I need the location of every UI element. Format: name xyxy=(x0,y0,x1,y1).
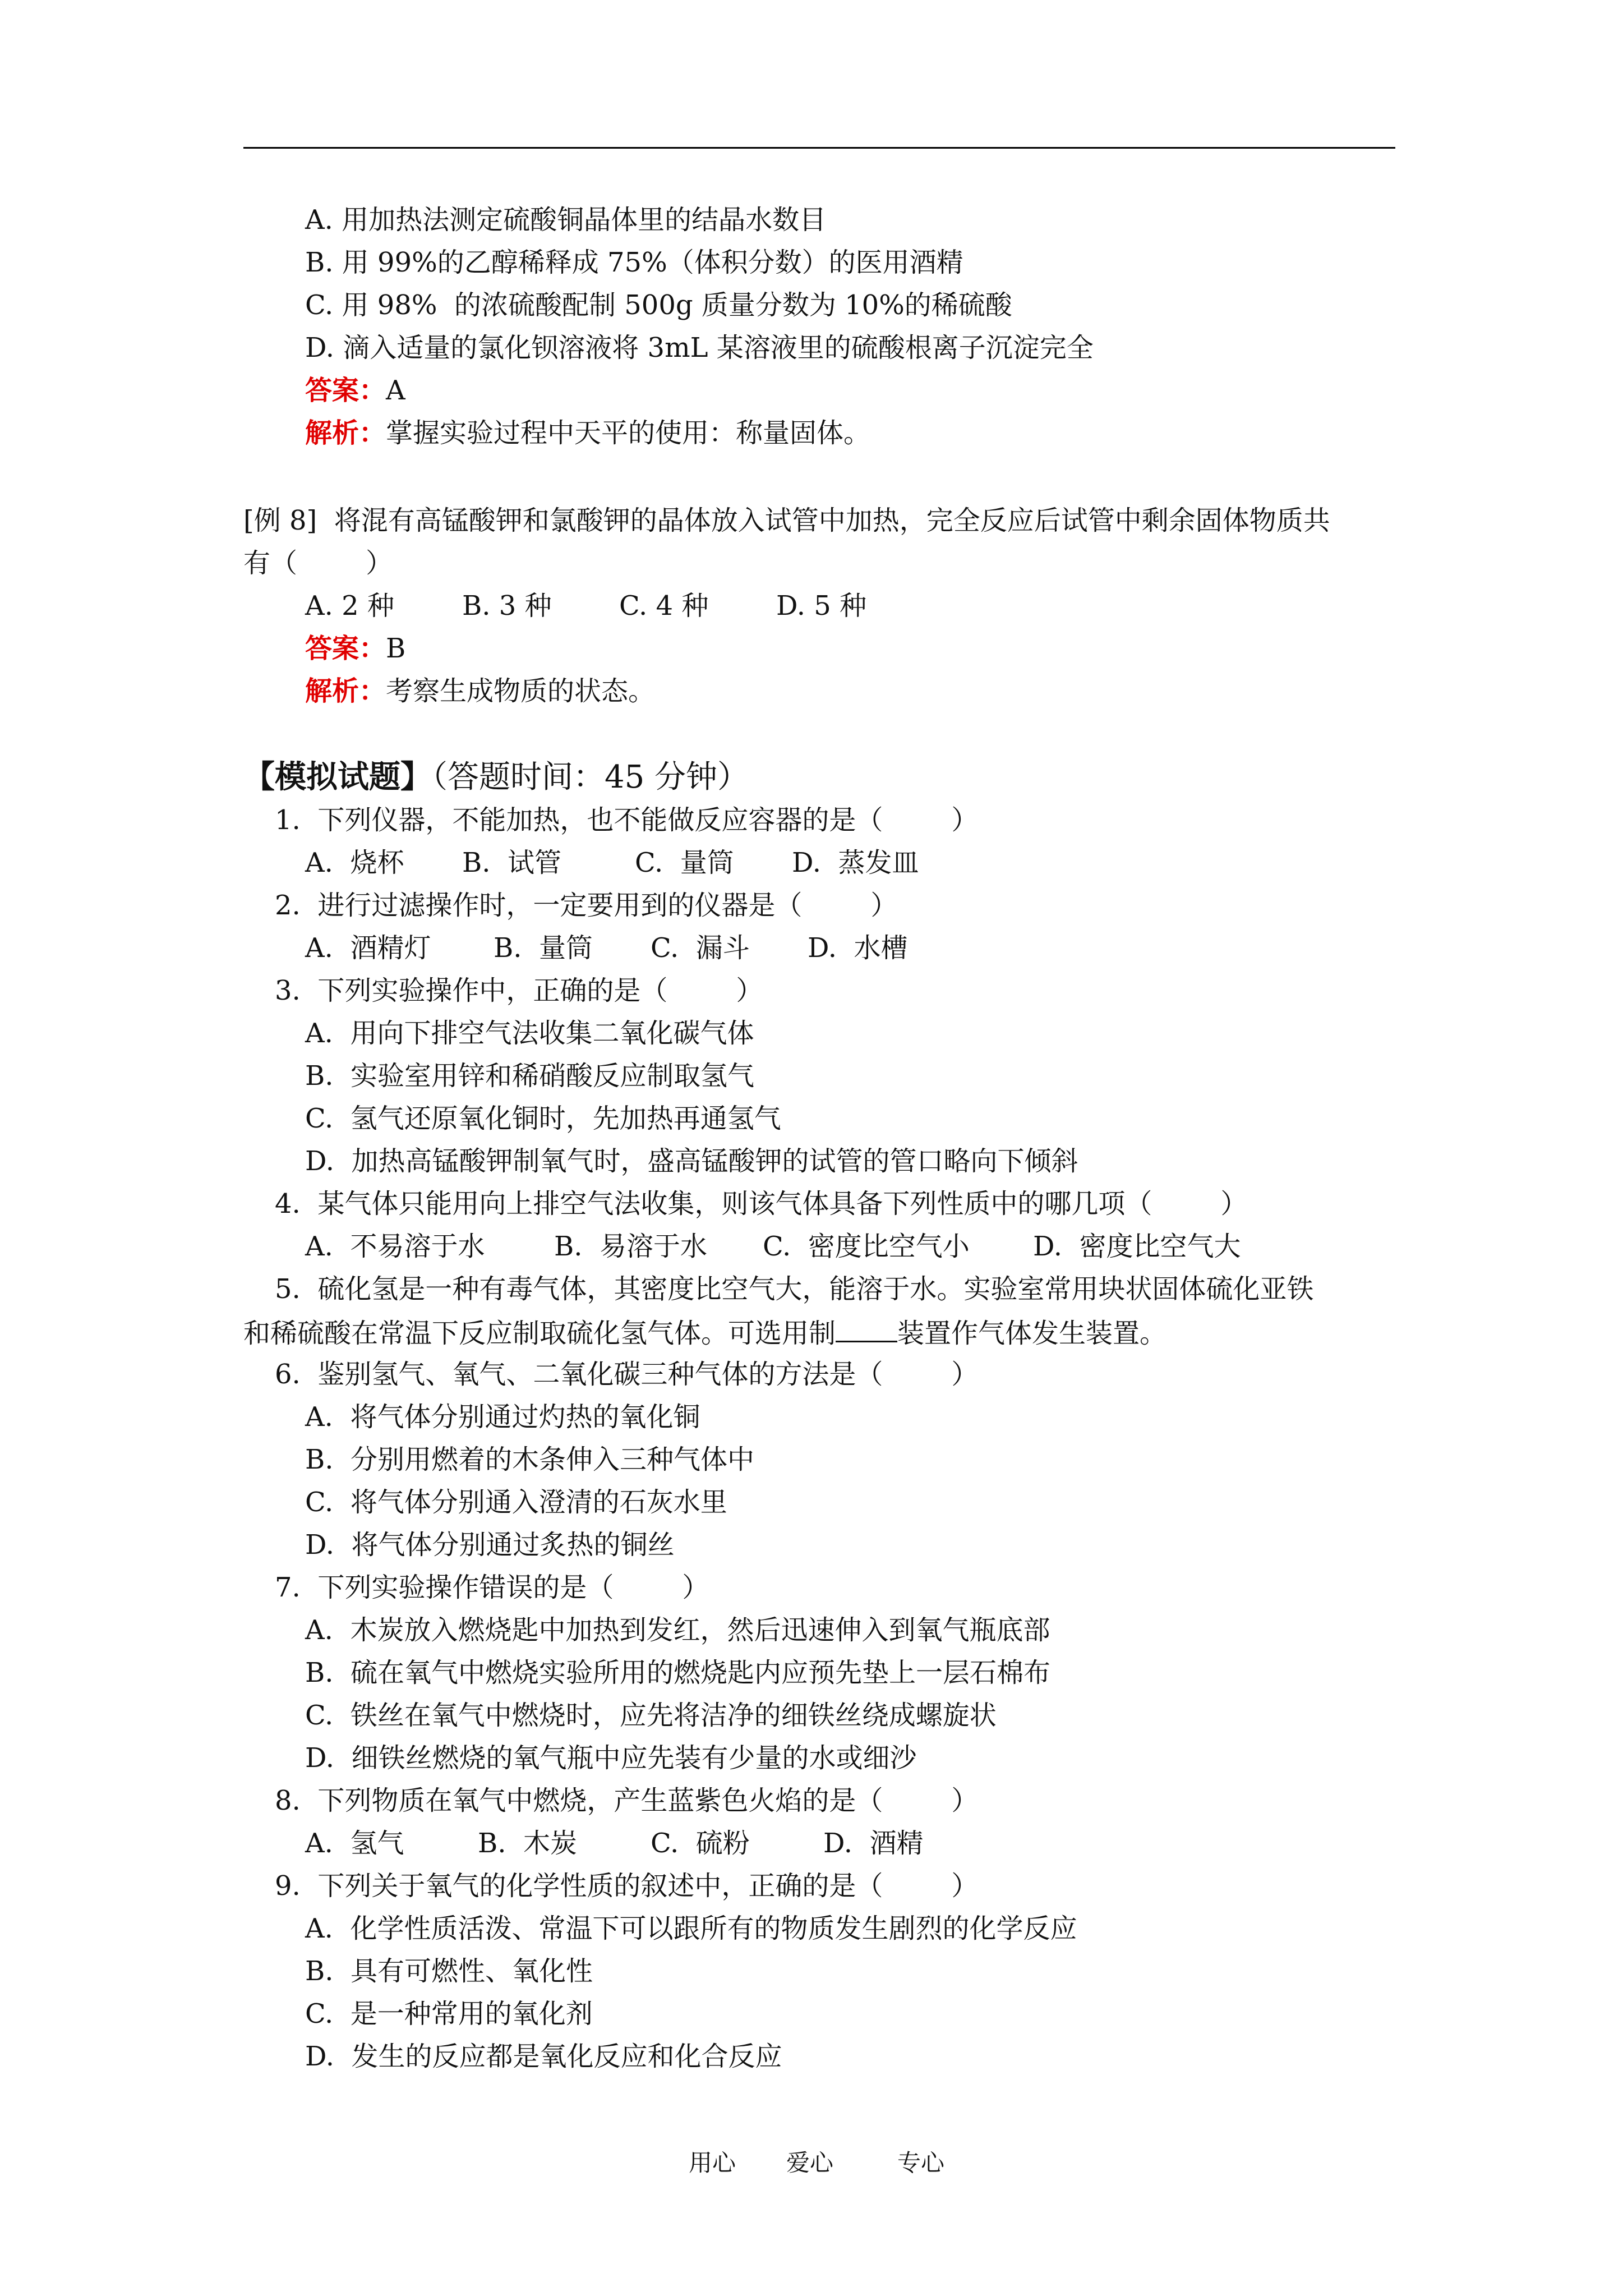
q6-option-a: A. 将气体分别通过灼热的氧化铜 xyxy=(305,1401,700,1433)
q7-stem: 7. 下列实验操作错误的是（ ） xyxy=(275,1572,709,1603)
q4-option-c: C. 密度比空气小 xyxy=(763,1231,970,1262)
q5-stem-line1: 5. 硫化氢是一种有毒气体，其密度比空气大，能溶于水。实验室常用块状固体硫化亚铁 xyxy=(275,1273,1314,1305)
q4-option-a: A. 不易溶于水 xyxy=(305,1231,485,1262)
q7-option-a: A. 木炭放入燃烧匙中加热到发红，然后迅速伸入到氧气瓶底部 xyxy=(305,1614,1050,1646)
answer-value: A xyxy=(386,375,405,406)
example8-option-b: B. 3 种 xyxy=(462,590,552,622)
example8-stem-line1: [例 8] 将混有高锰酸钾和氯酸钾的晶体放入试管中加热，完全反应后试管中剩余固体物质共 xyxy=(243,505,1330,536)
answer-label: 答案： xyxy=(305,633,386,664)
q4-stem: 4. 某气体只能用向上排空气法收集，则该气体具备下列性质中的哪几项（ ） xyxy=(275,1188,1248,1220)
q3-option-d: D. 加热高锰酸钾制氧气时，盛高锰酸钾的试管的管口略向下倾斜 xyxy=(305,1145,1078,1177)
q2-option-a: A. 酒精灯 xyxy=(305,932,431,964)
prev-option-a: A. 用加热法测定硫酸铜晶体里的结晶水数目 xyxy=(305,204,827,236)
q1-option-b: B. 试管 xyxy=(462,847,562,878)
q1-option-c: C. 量筒 xyxy=(635,847,734,878)
q9-stem: 9. 下列关于氧气的化学性质的叙述中，正确的是（ ） xyxy=(275,1870,979,1902)
example8-option-c: C. 4 种 xyxy=(619,590,709,622)
prev-option-b: B. 用 99%的乙醇稀释成 75%（体积分数）的医用酒精 xyxy=(305,247,963,278)
prev-answer xyxy=(305,374,405,407)
example8-stem-line2: 有（ ） xyxy=(243,547,393,579)
q4-option-d: D. 密度比空气大 xyxy=(1033,1231,1241,1262)
q7-option-b: B. 硫在氧气中燃烧实验所用的燃烧匙内应预先垫上一层石棉布 xyxy=(305,1657,1051,1688)
q4-option-b: B. 易溶于水 xyxy=(554,1231,708,1262)
analysis-text: 掌握实验过程中天平的使用：称量固体。 xyxy=(386,417,871,449)
analysis-label: 解析： xyxy=(305,417,386,449)
prev-option-c: C. 用 98% 的浓硫酸配制 500g 质量分数为 10%的稀硫酸 xyxy=(305,289,1012,321)
q1-option-a: A. 烧杯 xyxy=(305,847,404,878)
q9-option-a: A. 化学性质活泼、常温下可以跟所有的物质发生剧烈的化学反应 xyxy=(305,1913,1077,1944)
header-rule xyxy=(243,147,1395,149)
q5-text-after-blank: 装置作气体发生装置。 xyxy=(897,1318,1167,1349)
q9-option-b: B. 具有可燃性、氧化性 xyxy=(305,1955,593,1987)
q5-stem-line2 xyxy=(243,1315,1166,1350)
q8-stem: 8. 下列物质在氧气中燃烧，产生蓝紫色火焰的是（ ） xyxy=(275,1785,979,1816)
q5-text-before-blank: 和稀硫酸在常温下反应制取硫化氢气体。可选用制 xyxy=(243,1318,836,1349)
q2-stem: 2. 进行过滤操作时，一定要用到的仪器是（ ） xyxy=(275,890,898,921)
q2-option-d: D. 水槽 xyxy=(808,932,908,964)
q9-option-d: D. 发生的反应都是氧化反应和化合反应 xyxy=(305,2041,782,2072)
q3-option-c: C. 氢气还原氧化铜时，先加热再通氢气 xyxy=(305,1103,781,1134)
example8-option-a: A. 2 种 xyxy=(305,590,394,622)
fill-in-blank xyxy=(836,1315,897,1342)
section-title: 【模拟试题】 xyxy=(243,758,432,795)
section-time: （答题时间：45 分钟） xyxy=(432,759,749,795)
analysis-text: 考察生成物质的状态。 xyxy=(386,675,656,707)
q7-option-c: C. 铁丝在氧气中燃烧时，应先将洁净的细铁丝绕成螺旋状 xyxy=(305,1700,997,1731)
q2-option-c: C. 漏斗 xyxy=(651,932,750,964)
analysis-label: 解析： xyxy=(305,675,386,707)
q6-option-b: B. 分别用燃着的木条伸入三种气体中 xyxy=(305,1444,755,1475)
q3-option-a: A. 用向下排空气法收集二氧化碳气体 xyxy=(305,1018,754,1049)
example8-analysis xyxy=(305,674,655,708)
q8-option-d: D. 酒精 xyxy=(823,1828,924,1859)
q6-option-d: D. 将气体分别通过炙热的铜丝 xyxy=(305,1529,675,1561)
q2-option-b: B. 量筒 xyxy=(494,932,593,964)
q6-stem: 6. 鉴别氢气、氧气、二氧化碳三种气体的方法是（ ） xyxy=(275,1359,979,1390)
prev-option-d: D. 滴入适量的氯化钡溶液将 3mL 某溶液里的硫酸根离子沉淀完全 xyxy=(305,332,1094,364)
q7-option-d: D. 细铁丝燃烧的氧气瓶中应先装有少量的水或细沙 xyxy=(305,1742,917,1774)
q3-option-b: B. 实验室用锌和稀硝酸反应制取氢气 xyxy=(305,1060,755,1092)
q1-option-d: D. 蒸发皿 xyxy=(792,847,919,878)
footer-text-3: 专心 xyxy=(897,2149,945,2177)
footer-text-1: 用心 xyxy=(689,2149,736,2177)
q1-stem: 1. 下列仪器，不能加热，也不能做反应容器的是（ ） xyxy=(275,804,979,836)
q9-option-c: C. 是一种常用的氧化剂 xyxy=(305,1998,593,2030)
section-heading xyxy=(243,758,749,796)
q6-option-c: C. 将气体分别通入澄清的石灰水里 xyxy=(305,1487,727,1518)
example8-option-d: D. 5 种 xyxy=(776,590,867,622)
answer-label: 答案： xyxy=(305,375,386,406)
example8-answer xyxy=(305,632,405,665)
answer-value: B xyxy=(386,633,406,664)
q8-option-a: A. 氢气 xyxy=(305,1828,404,1859)
q3-stem: 3. 下列实验操作中，正确的是（ ） xyxy=(275,975,763,1006)
q8-option-b: B. 木炭 xyxy=(478,1828,578,1859)
q8-option-c: C. 硫粉 xyxy=(651,1828,750,1859)
prev-analysis xyxy=(305,416,870,450)
footer-text-2: 爱心 xyxy=(786,2149,834,2177)
